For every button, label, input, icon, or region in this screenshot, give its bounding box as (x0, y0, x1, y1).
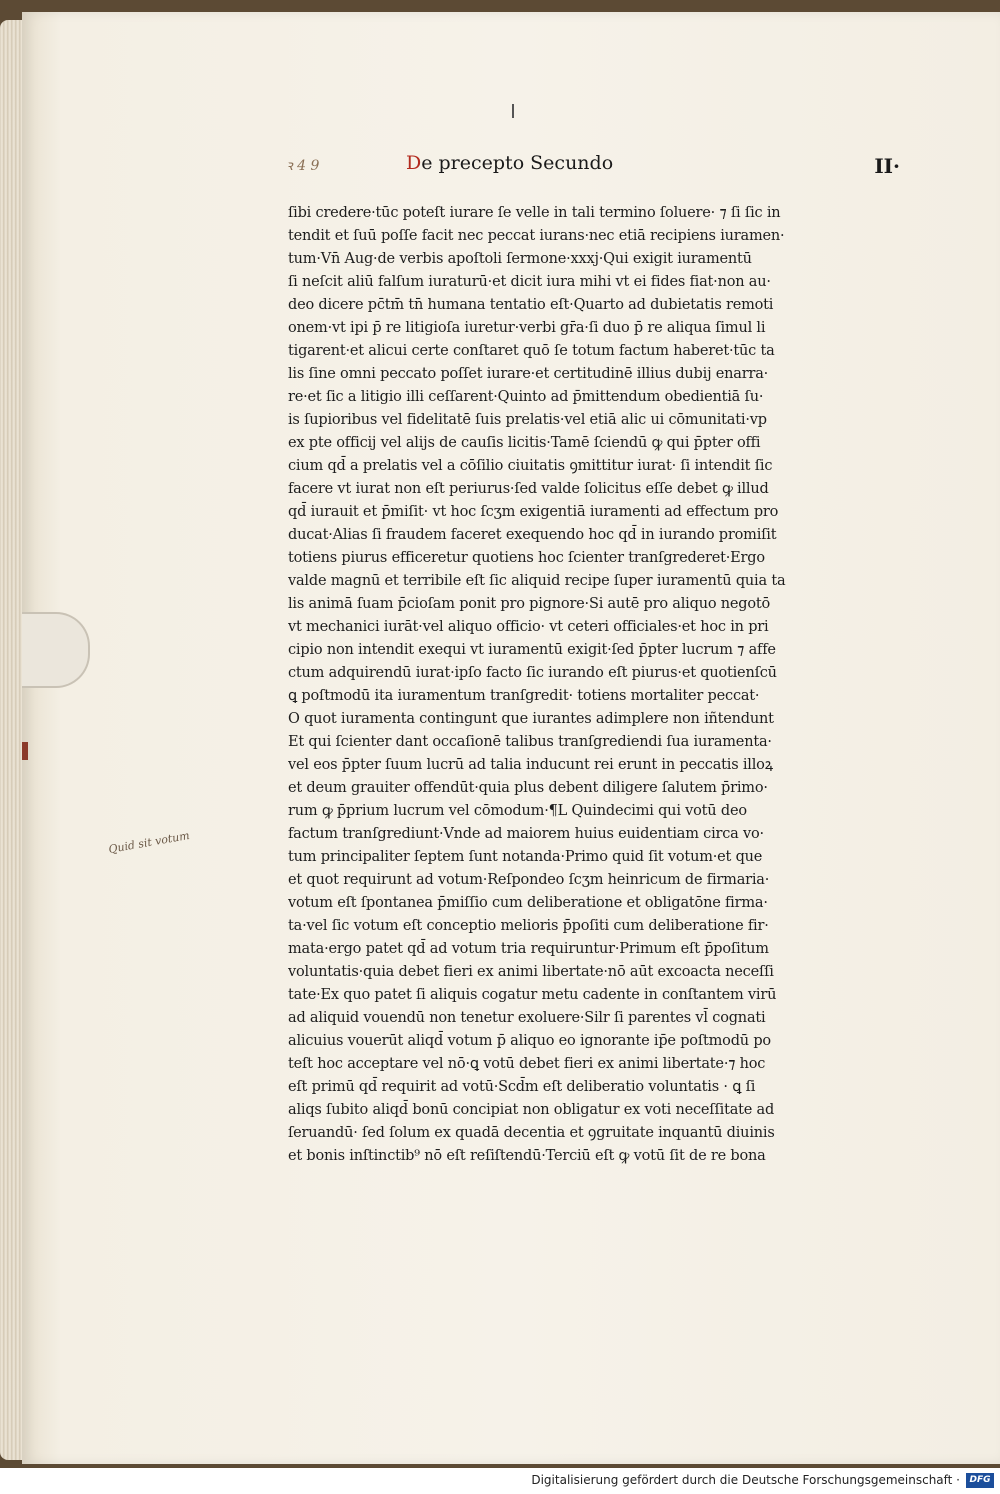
text-line: ſi neſcit aliū falſum iuraturū·et dicit iura mihi vt ei fides fiat·non au· (288, 274, 771, 290)
text-line: ad aliquid vouendū non tenetur exoluere·Silr ſi parentes vl̄ cognati (288, 1010, 766, 1026)
text-line: O quot iuramenta contingunt que iurantes adimplere non iñtendunt (288, 711, 774, 727)
text-line: eſt primū qd̄ requirit ad votū·Scd̄m eſt deliberatio voluntatis · ꝗ ſi (288, 1079, 756, 1095)
text-block (288, 202, 900, 1192)
text-line: is ſupioribus vel fidelitatē ſuis prelatis·vel etiā alic ui cōmunitati·vp (288, 412, 767, 428)
text-line: tigarent·et alicui certe conſtaret quō ſe totum factum haberet·tūc ta (288, 343, 775, 359)
text-line: mata·ergo patet qd̄ ad votum tria requiruntur·Primum eſt p̄poſitum (288, 941, 769, 957)
text-line: deo dicere pc̄tm̄ tn̄ humana tentatio eſt·Quarto ad dubietatis remoti (288, 297, 774, 313)
marginal-annotation: Quid sit votum (107, 828, 191, 857)
text-line: lis ſine omni peccato poſſet iurare·et certitudinē illius dubij enarra· (288, 366, 769, 382)
page-tick-mark (512, 104, 514, 118)
text-line: teſt hoc acceptare vel nō·ꝗ votū debet fieri ex animi libertate·⁊ hoc (288, 1056, 766, 1072)
text-line: cium qd̄ a prelatis vel a cōſilio ciuitatis ꝯmittitur iurat· ſi intendit ſic (288, 458, 773, 474)
funding-credit: Digitalisierung gefördert durch die Deutsche Forschungsgemeinschaft · (531, 1473, 960, 1487)
text-line: totiens piurus efficeretur quotiens hoc ſcienter tranſgrederet·Ergo (288, 550, 765, 566)
text-line: factum tranſgrediunt·Vnde ad maiorem huius euidentiam circa vo· (288, 826, 764, 842)
text-line: ex pte officij vel alijs de cauſis licitis·Tamē ſciendū ꝙ qui p̄pter offi (288, 435, 761, 451)
text-line: rum ꝙ p̄prium lucrum vel cōmodum·¶L Quindecimi qui votū deo (288, 803, 747, 819)
page-clip-tab (22, 612, 90, 688)
text-line: et quot requirunt ad votum·Reſpondeo ſcʒm heinricum de firmaria· (288, 872, 770, 888)
text-line: vel eos p̄pter ſuum lucrū ad talia inducunt rei erunt in peccatis illoꝝ (288, 757, 773, 773)
text-line: vt mechanici iurāt·vel aliquo officio· vt ceteri officiales·et hoc in pri (288, 619, 769, 635)
text-line: valde magnū et terribile eſt ſic aliquid recipe ſuper iuramentū quia ta (288, 573, 786, 589)
text-line: qd̄ iurauit et p̄miſit· vt hoc ſcʒm exigentiā iuramenti ad effectum pro (288, 504, 779, 520)
text-line: cipio non intendit exequi vt iuramentū exigit·ſed p̄pter lucrum ⁊ affe (288, 642, 776, 658)
text-line: onem·vt ipi p̄ re litigioſa iuretur·verbi gr̄a·ſi duo p̄ re aliqua ſimul li (288, 320, 766, 336)
text-line: tate·Ex quo patet ſi aliquis cogatur metu cadente in conſtantem virū (288, 987, 777, 1003)
text-line: ducat·Alias ſi fraudem faceret exequendo hoc qd̄ in iurando promiſit (288, 527, 777, 543)
text-line: votum eſt ſpontanea p̄miſſio cum deliberatione et obligatōne firma· (288, 895, 768, 911)
text-line: ſeruandū· ſed ſolum ex quadā decentia et ꝯgruitate inquantū diuinis (288, 1125, 775, 1141)
manuscript-note: ꝛ 4 9 (286, 158, 320, 174)
text-line: et deum grauiter offendūt·quia plus debent diligere ſalutem p̄rimo· (288, 780, 768, 796)
text-line: ta·vel ſic votum eſt conceptio melioris p̄poſiti cum deliberatione fir· (288, 918, 769, 934)
text-line: et bonis inſtinctib⁹ nō eſt reſiſtendū·Terciū eſt ꝙ votū ſit de re bona (288, 1148, 766, 1164)
text-line: tum principaliter ſeptem ſunt notanda·Primo quid ſit votum·et que (288, 849, 763, 865)
text-line: ſibi credere·tūc poteſt iurare ſe velle in tali termino ſoluere· ⁊ ſi ſic in (288, 205, 781, 221)
text-line: ꝗ poſtmodū ita iuramentum tranſgredit· totiens mortaliter peccat· (288, 688, 760, 704)
text-line: Et qui ſcienter dant occaſionē talibus tranſgrediendi ſua iuramenta· (288, 734, 772, 750)
text-line: aliqs ſubito aliqd̄ bonū concipiat non obligatur ex voti neceſſitate ad (288, 1102, 775, 1118)
text-line: voluntatis·quia debet fieri ex animi libertate·nō aūt excoacta neceſſi (288, 964, 774, 980)
edge-marker (22, 742, 28, 760)
text-line: re·et ſic a litigio illi ceſſarent·Quinto ad p̄mittendum obedientiā ſu· (288, 389, 764, 405)
running-title: De precepto Secundo (406, 152, 614, 174)
footer-bar (0, 1468, 1000, 1494)
text-line: lis animā ſuam p̄cioſam ponit pro pignore·Si autē pro aliquo negotō (288, 596, 771, 612)
folio-number: II· (874, 154, 900, 178)
text-line: facere vt iurat non eſt periurus·ſed valde ſolicitus eſſe debet ꝙ illud (288, 481, 769, 497)
text-line: tendit et ſuū poſſe facit nec peccat iurans·nec etiā recipiens iuramen· (288, 228, 785, 244)
dfg-logo: DFG (966, 1473, 994, 1488)
text-line: tum·Vn̄ Aug·de verbis apoſtoli ſermone·xxxj·Qui exigit iuramentū (288, 251, 752, 267)
running-header (270, 150, 910, 190)
text-line: ctum adquirendū iurat·ipſo facto ſic iurando eſt piurus·et quotienſcū (288, 665, 777, 681)
text-line: alicuius vouerūt aliqd̄ votum p̄ aliquo eo ignorante ip̄e poſtmodū po (288, 1033, 771, 1049)
